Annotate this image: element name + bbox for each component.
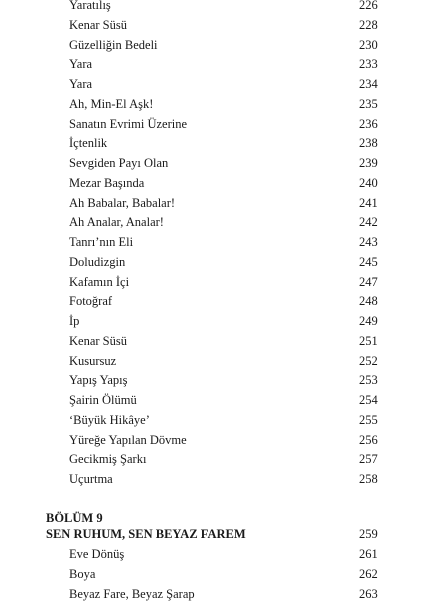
chapter-title: SEN RUHUM, SEN BEYAZ FAREM — [46, 527, 246, 541]
toc-entry-page-number: 238 — [359, 136, 378, 151]
toc-entry — [0, 410, 424, 430]
toc-entry-title: Kenar Süsü — [69, 17, 127, 32]
toc-entry-page-number: 257 — [359, 452, 378, 467]
toc-entry — [0, 74, 424, 94]
toc-entry-page-number: 254 — [359, 393, 378, 407]
toc-entry-title: Güzelliğin Bedeli — [69, 37, 158, 52]
toc-entry — [0, 584, 424, 604]
toc-entry-page-number: 240 — [359, 175, 378, 190]
toc-entry — [0, 193, 424, 213]
toc-entry-page-number: 248 — [359, 294, 378, 309]
toc-entry-page-number: 234 — [359, 77, 378, 91]
chapter-label: BÖLÜM 9 — [46, 511, 103, 525]
toc-entry-title: Doludizgin — [69, 254, 126, 269]
chapter-heading — [0, 524, 424, 544]
toc-entry — [0, 212, 424, 232]
toc-entry-page-number: 230 — [359, 37, 378, 52]
toc-entry-title: Beyaz Fare, Beyaz Şarap — [69, 586, 195, 601]
toc-entry-page-number: 233 — [359, 57, 378, 72]
toc-entry-title: İp — [69, 314, 80, 328]
toc-entry — [0, 114, 424, 134]
toc-entry-title: Fotoğraf — [69, 294, 113, 309]
toc-entry-title: Tanrı’nın Eli — [69, 235, 134, 249]
toc-entry — [0, 370, 424, 390]
toc-entry — [0, 331, 424, 351]
toc-entry-title: Sanatın Evrimi Üzerine — [69, 116, 188, 131]
toc-entry-title: Uçurtma — [69, 472, 113, 486]
toc-entry — [0, 15, 424, 35]
toc-entry — [0, 544, 424, 564]
toc-entry — [0, 449, 424, 469]
toc-entry-page-number: 247 — [359, 274, 378, 289]
toc-entry-title: Eve Dönüş — [69, 547, 125, 561]
toc-entry — [0, 54, 424, 74]
chapter-page-number: 259 — [359, 527, 378, 541]
toc-entry — [0, 133, 424, 153]
toc-entry-title: Ah Analar, Analar! — [69, 215, 164, 230]
toc-entry — [0, 469, 424, 489]
toc-entry-page-number: 226 — [359, 0, 378, 12]
toc-entry-page-number: 256 — [359, 432, 378, 447]
toc-entry — [0, 430, 424, 450]
toc-entry — [0, 252, 424, 272]
toc-entry-title: Kusursuz — [69, 353, 117, 368]
toc-entry-page-number: 255 — [359, 412, 378, 427]
toc-entry-title: Kenar Süsü — [69, 333, 127, 348]
toc-entry — [0, 351, 424, 371]
toc-entry — [0, 311, 424, 331]
toc-entry — [0, 35, 424, 55]
toc-entry-title: Ah Babalar, Babalar! — [69, 195, 176, 210]
toc-entry — [0, 390, 424, 410]
toc-entry-title: Yara — [69, 57, 93, 72]
toc-entry-page-number: 251 — [359, 333, 378, 348]
toc-entry-title: Şairin Ölümü — [69, 393, 137, 407]
toc-entry-page-number: 245 — [359, 254, 378, 269]
toc-entry-title: Sevgiden Payı Olan — [69, 156, 169, 170]
toc-entry-page-number: 263 — [359, 586, 378, 601]
toc-entry-title: Yara — [69, 77, 93, 91]
toc-entry-title: İçtenlik — [69, 136, 108, 151]
toc-entry — [0, 173, 424, 193]
toc-entry-title: ‘Büyük Hikâye’ — [69, 412, 150, 427]
toc-entry-title: Gecikmiş Şarkı — [69, 452, 147, 467]
toc-entry — [0, 153, 424, 173]
toc-entry-page-number: 239 — [359, 156, 378, 170]
toc-entry-title: Yüreğe Yapılan Dövme — [69, 432, 187, 447]
toc-entry — [0, 232, 424, 252]
toc-entry-page-number: 241 — [359, 195, 378, 210]
toc-entry — [0, 0, 424, 15]
toc-entry — [0, 272, 424, 292]
toc-entry-page-number: 252 — [359, 353, 378, 368]
toc-entry — [0, 291, 424, 311]
toc-entry-page-number: 261 — [359, 547, 378, 561]
toc-entry-page-number: 235 — [359, 96, 378, 111]
toc-entry-title: Ah, Min-El Aşk! — [69, 96, 154, 111]
toc-entry-page-number: 258 — [359, 472, 378, 486]
toc-entry — [0, 564, 424, 584]
toc-entry-page-number: 253 — [359, 373, 378, 388]
toc-entry-page-number: 262 — [359, 566, 378, 581]
toc-entry — [0, 94, 424, 114]
toc-entry-page-number: 228 — [359, 17, 378, 32]
toc-entry-page-number: 242 — [359, 215, 378, 230]
toc-entry-title: Kafamın İçi — [69, 274, 130, 289]
toc-entry-title: Mezar Başında — [69, 175, 145, 190]
toc-entry-page-number: 236 — [359, 116, 378, 131]
toc-entry-title: Yapış Yapış — [69, 373, 128, 388]
toc-entry-title: Boya — [69, 566, 96, 581]
toc-entry-page-number: 243 — [359, 235, 378, 249]
toc-entry-title: Yaratılış — [69, 0, 111, 12]
toc-entry-page-number: 249 — [359, 314, 378, 328]
